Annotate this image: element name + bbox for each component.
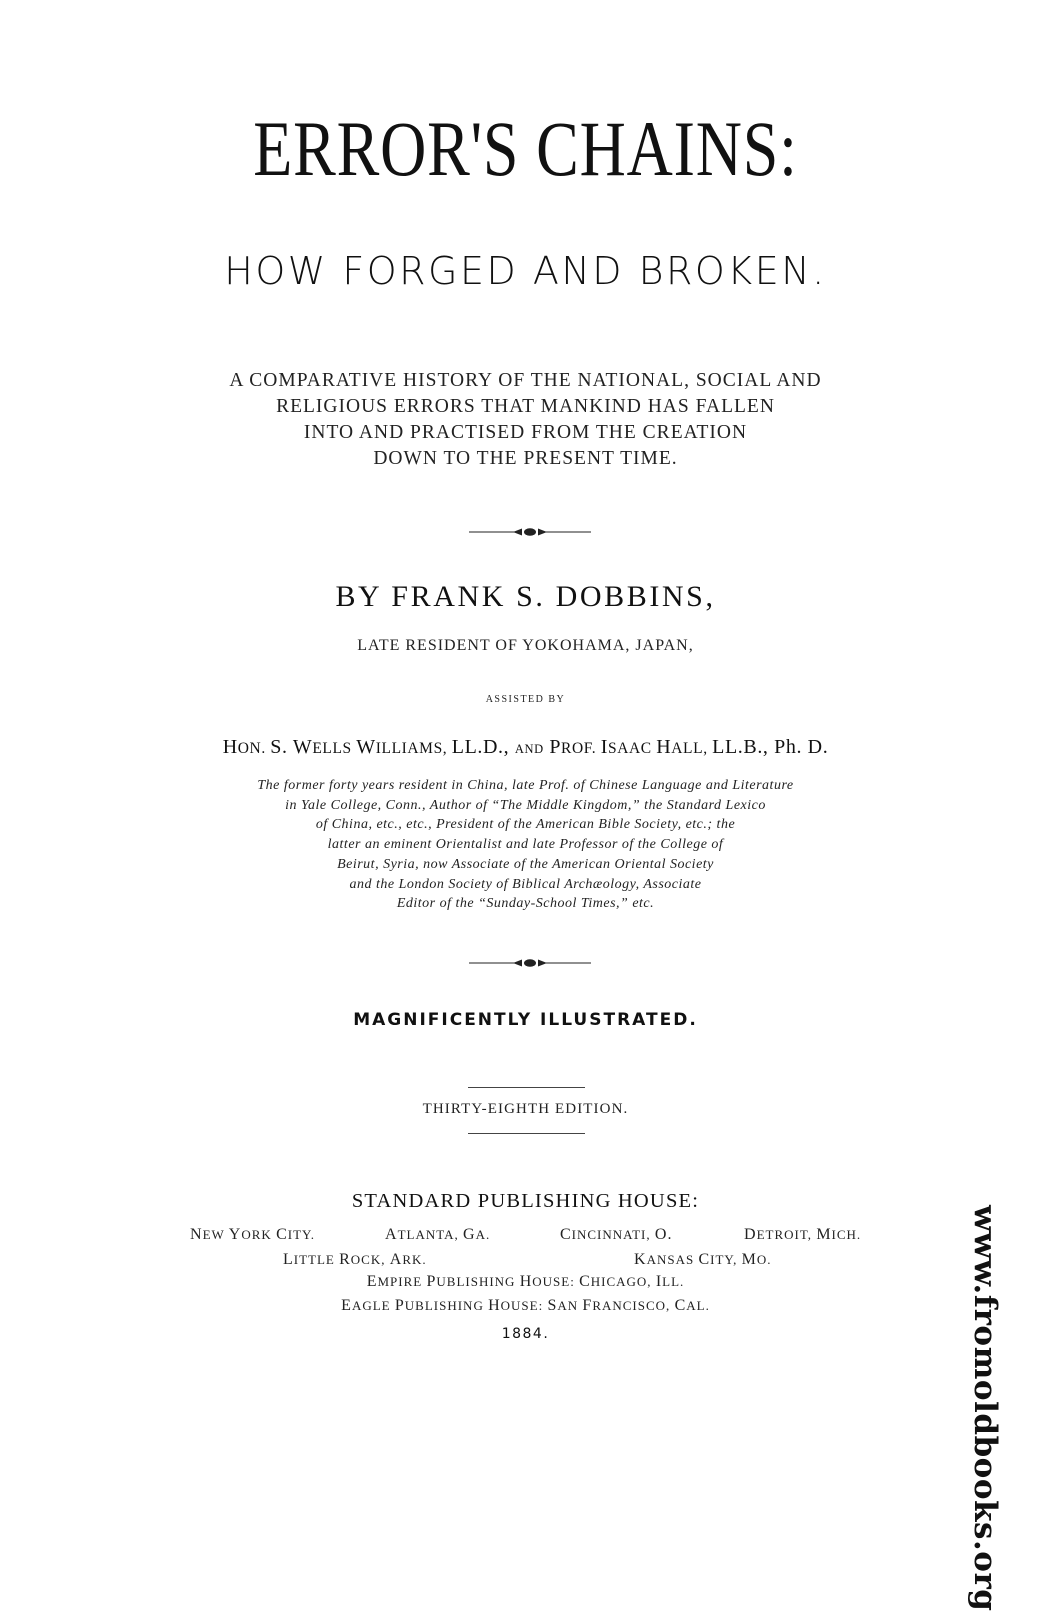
description-line: INTO AND PRACTISED FROM THE CREATION <box>303 422 748 443</box>
bio-line: of China, etc., etc., President of the American Bible Society, etc.; the <box>315 817 736 833</box>
eagle-publishing-line: EAGLE PUBLISHING HOUSE: SAN FRANCISCO, CAL. <box>341 1297 710 1314</box>
description-block <box>0 368 1051 472</box>
publisher-name: STANDARD PUBLISHING HOUSE: <box>351 1190 700 1212</box>
description-line: A COMPARATIVE HISTORY OF THE NATIONAL, SOCIAL AND <box>229 370 822 391</box>
bio-line: in Yale College, Conn., Author of “The Middle Kingdom,” the Standard Lexico <box>285 797 766 813</box>
author-residence: LATE RESIDENT OF YOKOHAMA, JAPAN, <box>357 637 694 654</box>
bio-line: latter an eminent Orientalist and late Professor of the College of <box>327 837 724 853</box>
bio-line: Editor of the “Sunday-School Times,” etc. <box>396 896 655 912</box>
book-subtitle: HOW FORGED AND BROKEN. <box>224 249 827 293</box>
edition-rule-bottom <box>468 1133 585 1134</box>
location-new-york: NEW YORK CITY. <box>190 1226 315 1243</box>
edition-label: THIRTY-EIGHTH EDITION. <box>422 1101 629 1117</box>
assistants-bio <box>0 776 1051 914</box>
bio-line: Beirut, Syria, now Associate of the American Oriental Society <box>337 856 714 872</box>
illustrated-notice: MAGNIFICENTLY ILLUSTRATED. <box>353 1010 698 1030</box>
location-detroit: DETROIT, MICH. <box>744 1226 862 1243</box>
empire-publishing-line: EMPIRE PUBLISHING HOUSE: CHICAGO, ILL. <box>366 1273 685 1290</box>
description-line: RELIGIOUS ERRORS THAT MANKIND HAS FALLEN <box>276 396 775 417</box>
publication-year: 1884. <box>501 1326 550 1342</box>
location-atlanta: ATLANTA, GA. <box>385 1226 491 1243</box>
location-little-rock: LITTLE ROCK, ARK. <box>283 1251 427 1268</box>
site-watermark <box>967 1205 1004 1611</box>
assisted-by-label: ASSISTED BY <box>485 694 566 705</box>
location-kansas-city: KANSAS CITY, MO. <box>634 1251 772 1268</box>
location-cincinnati: CINCINNATI, O. <box>560 1226 673 1243</box>
bio-line: and the London Society of Biblical Archæology, Associate <box>349 876 702 892</box>
ornament-divider <box>469 958 591 968</box>
ornament-divider <box>469 527 591 537</box>
description-line: DOWN TO THE PRESENT TIME. <box>373 448 678 469</box>
watermark-text: www.fromoldbooks.org <box>967 1205 1003 1611</box>
edition-rule-top <box>468 1087 585 1088</box>
bio-line: The former forty years resident in China, late Prof. of Chinese Language and Literature <box>257 778 794 793</box>
assistants-line: HON. S. WELLS WILLIAMS, LL.D., AND PROF. ISAAC HALL, LL.B., Ph. D. <box>222 736 829 758</box>
author-byline: BY FRANK S. DOBBINS, <box>335 580 716 613</box>
book-title: ERROR'S CHAINS: <box>253 105 798 192</box>
